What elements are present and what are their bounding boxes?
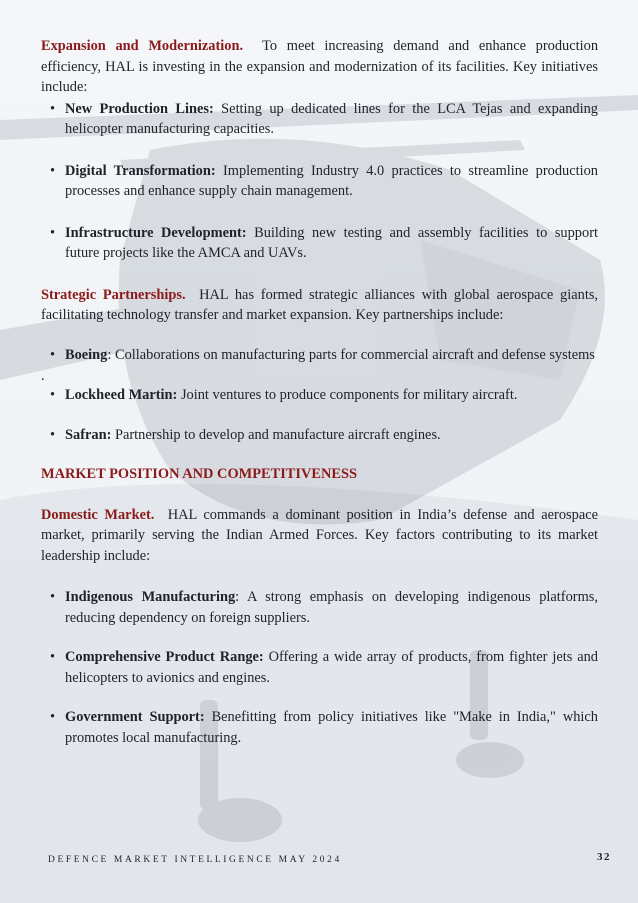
page-content — [41, 36, 598, 748]
list-item-term: New Production Lines: — [65, 100, 214, 117]
stray-period: . — [41, 368, 45, 384]
expansion-intro-paragraph — [41, 36, 598, 98]
list-item — [41, 587, 598, 628]
domestic-list — [41, 587, 598, 748]
list-item-text: Setting up dedicated lines for the LCA Tejas and expanding helicopter manufacturing capacities. — [65, 100, 598, 137]
domestic-intro-text: HAL commands a dominant position in India’s defense and aerospace market, primarily serving the Indian Armed Forces. Key factors contributing to its market leadership include: — [41, 506, 598, 564]
list-item-term: Safran: — [65, 426, 112, 443]
list-item — [41, 99, 598, 140]
expansion-heading: Expansion and Modernization. — [41, 38, 244, 54]
list-item-term: Comprehensive Product Range: — [65, 649, 264, 665]
list-item — [41, 425, 598, 446]
footer-publication: DEFENCE MARKET INTELLIGENCE MAY 2024 — [48, 855, 342, 865]
list-item — [41, 385, 598, 406]
list-item-text: Joint ventures to produce components for military aircraft. — [180, 387, 518, 403]
list-item — [41, 345, 598, 366]
bullet: • — [50, 162, 56, 179]
list-item-text: : Collaborations on manufacturing parts for commercial aircraft and defense systems — [107, 346, 595, 363]
list-item — [41, 223, 598, 264]
bullet: • — [50, 224, 56, 241]
list-item-term: Digital Transformation: — [65, 162, 216, 179]
list-item-text: Offering a wide array of products, from fighter jets and helicopters to avionics and engines. — [65, 649, 598, 686]
list-item-term: Government Support: — [65, 709, 205, 725]
list-item-term: Indigenous Manufacturing — [65, 589, 236, 605]
bullet: • — [50, 426, 56, 443]
bullet: • — [50, 387, 56, 403]
partnerships-intro-text: HAL has formed strategic alliances with global aerospace giants, facilitating technology transfer and market expansion. Key partnerships include: — [41, 286, 599, 323]
bullet: • — [50, 346, 56, 363]
list-item-text: : A strong emphasis on developing indigenous platforms, reducing dependency on foreign suppliers. — [65, 589, 598, 626]
section-title: MARKET POSITION AND COMPETITIVENESS — [41, 466, 357, 482]
list-item-term: Infrastructure Development: — [65, 224, 247, 241]
list-item-term: Boeing — [65, 346, 108, 363]
list-item — [41, 707, 598, 748]
partnerships-heading: Strategic Partnerships. — [41, 286, 186, 303]
page-number: 32 — [597, 851, 611, 863]
partnerships-list-continued — [41, 385, 598, 445]
partnerships-list — [41, 345, 598, 366]
expansion-list — [41, 99, 598, 264]
bullet: • — [50, 709, 56, 725]
list-item-term: Lockheed Martin: — [65, 387, 178, 403]
list-item-text: Partnership to develop and manufacture aircraft engines. — [114, 426, 441, 443]
list-item — [41, 647, 598, 688]
expansion-intro-text: To meet increasing demand and enhance production efficiency, HAL is investing in the expansion and modernization of its facilities. Key initiatives include: — [41, 38, 599, 95]
bullet: • — [50, 589, 56, 605]
list-item-text: Benefitting from policy initiatives like "Make in India," which promotes local manufacturing. — [65, 709, 598, 746]
list-item-text: Implementing Industry 4.0 practices to streamline production processes and enhance supply chain management. — [65, 162, 598, 199]
bullet: • — [50, 100, 56, 117]
bullet: • — [50, 649, 56, 665]
domestic-heading: Domestic Market. — [41, 506, 155, 523]
list-item-text: Building new testing and assembly facilities to support future projects like the AMCA and UAVs. — [65, 224, 598, 261]
partnerships-intro-paragraph — [41, 285, 598, 326]
domestic-intro-paragraph — [41, 505, 598, 567]
list-item — [41, 161, 598, 202]
